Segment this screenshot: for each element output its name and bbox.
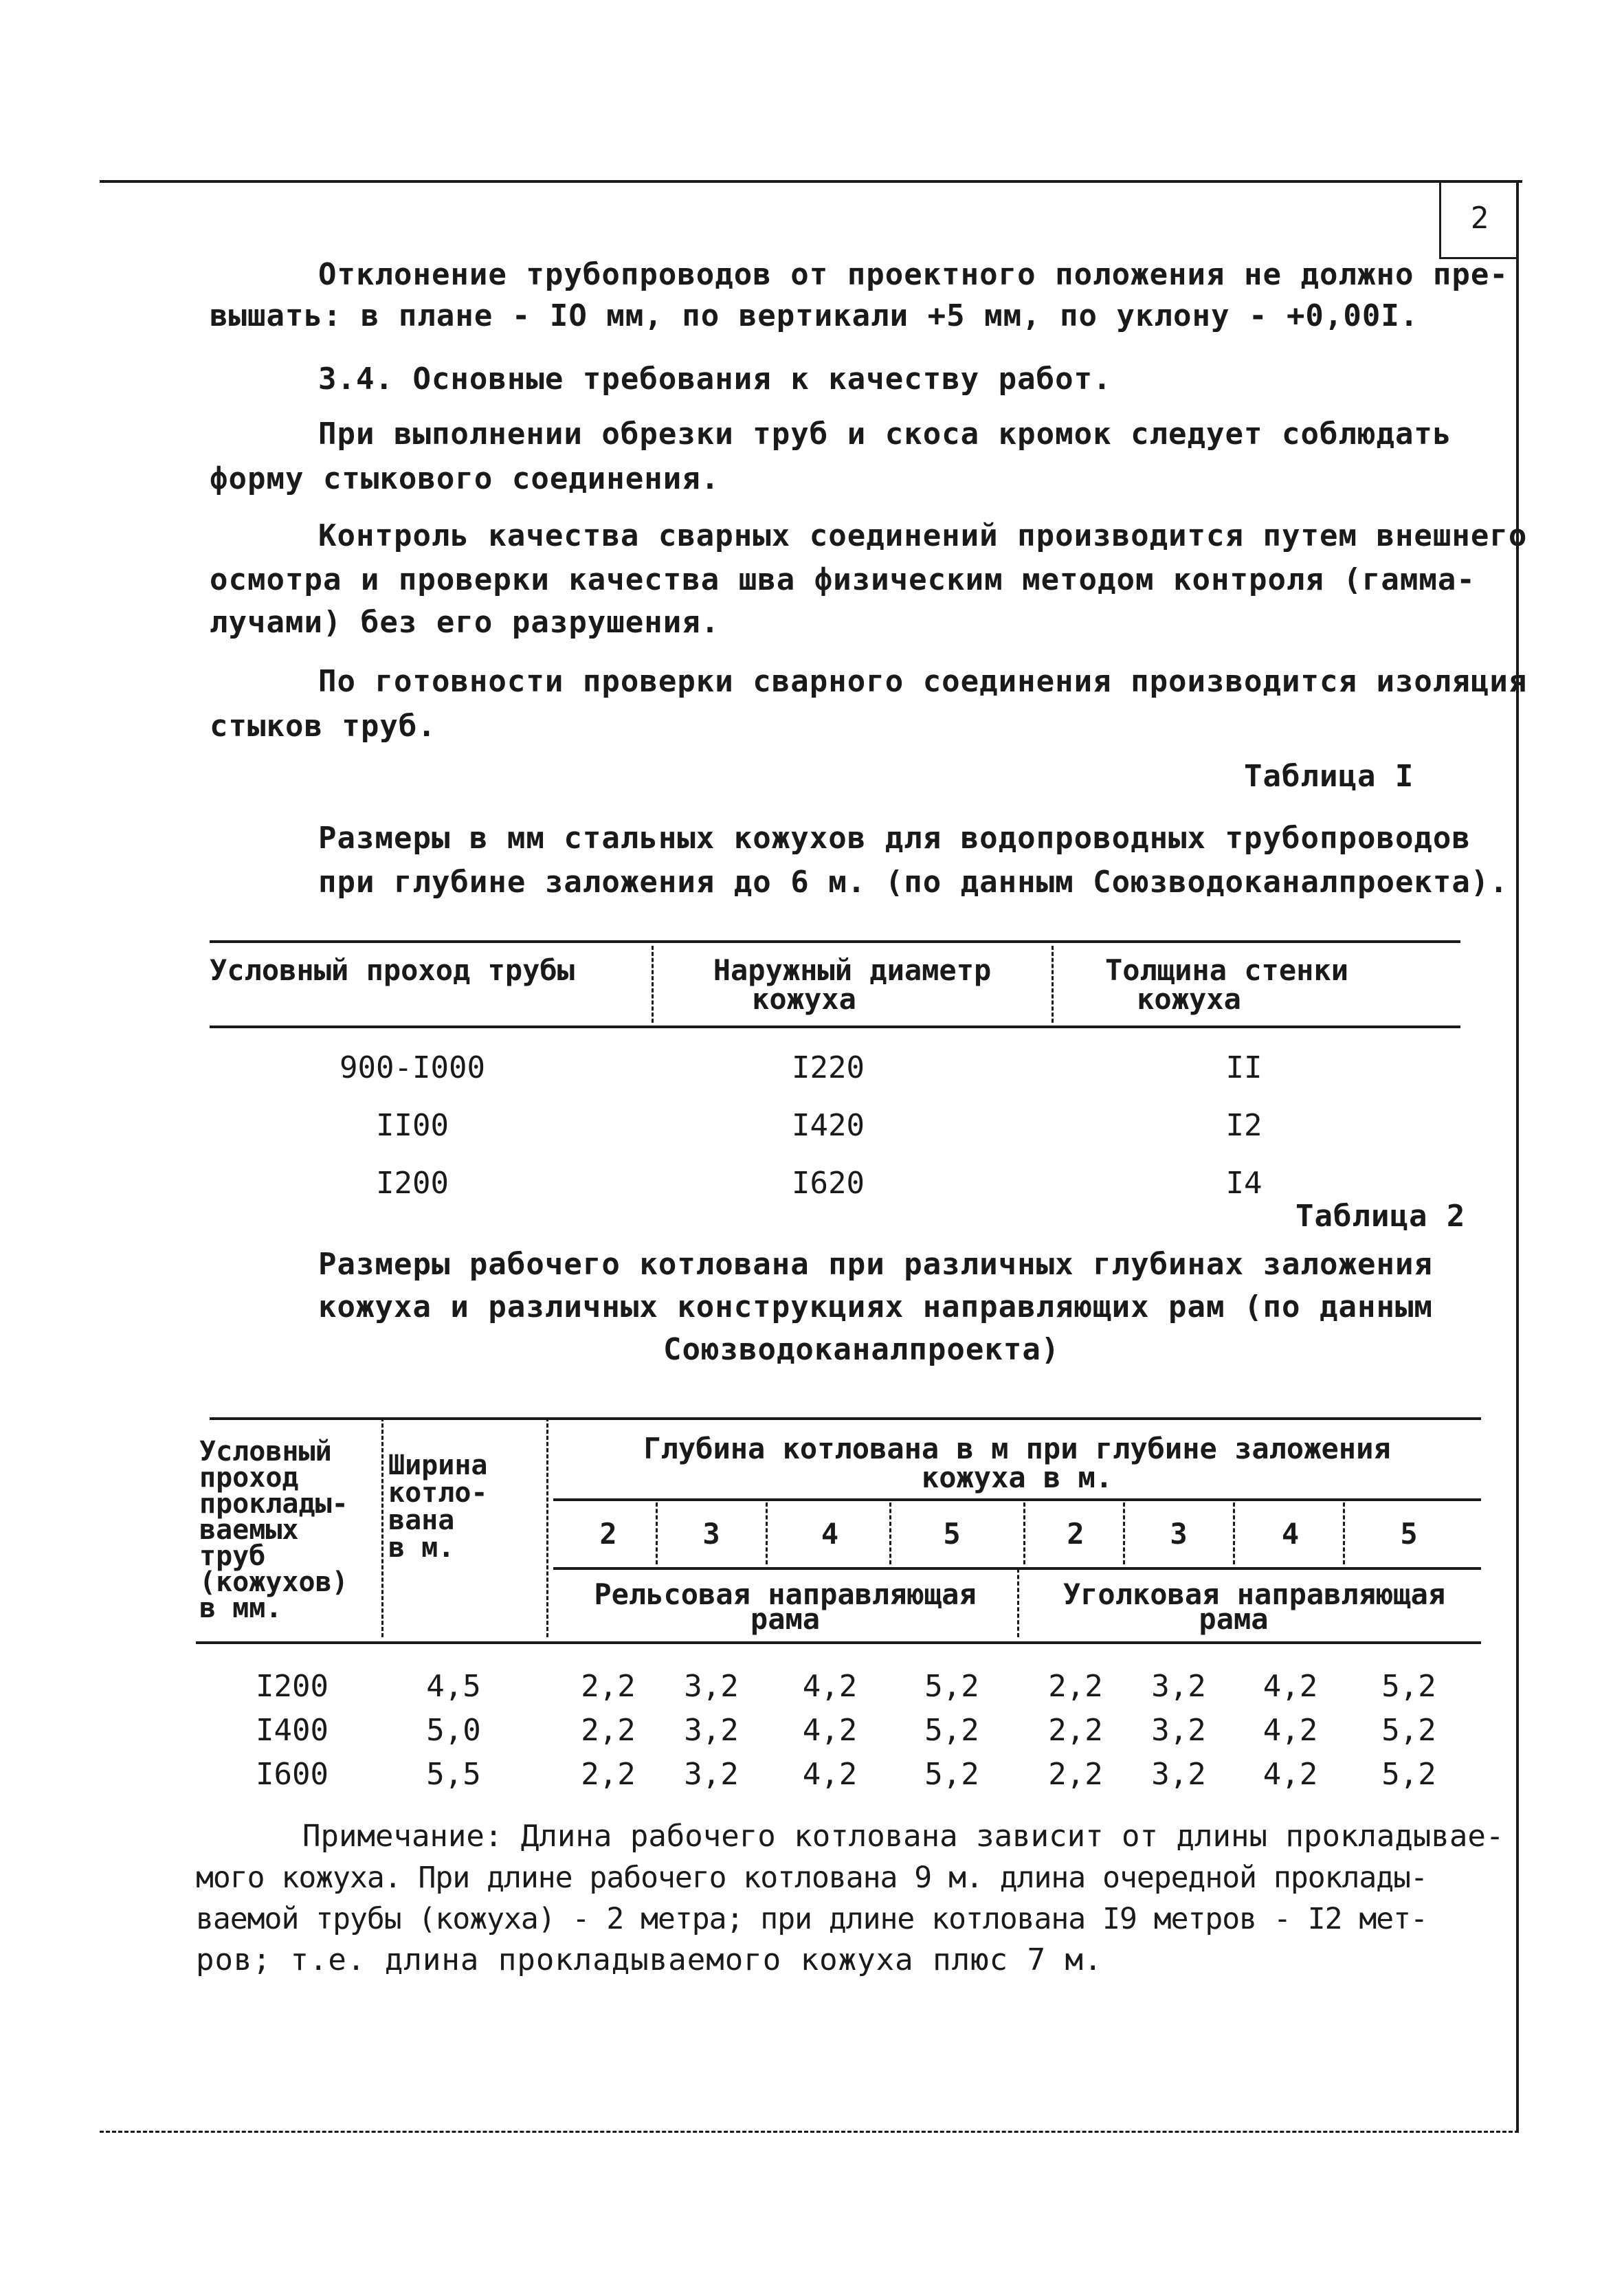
table2-cell: 2,2 xyxy=(581,1669,636,1704)
table2-cell: I400 xyxy=(256,1713,329,1748)
para3-line1: Контроль качества сварных соединений производится путем внешнего xyxy=(318,518,1528,553)
table2-group1-line1: Рельсовая направляющая xyxy=(594,1577,977,1611)
table2-label: Таблица 2 xyxy=(1295,1199,1466,1234)
para2-line1: При выполнении обрезки труб и скоса кромок следует соблюдать xyxy=(318,417,1452,452)
table1-divider-1 xyxy=(652,946,654,1023)
table2-header-col1-line: проклады- xyxy=(199,1488,348,1520)
table2-cell: 4,2 xyxy=(1263,1757,1318,1792)
para3-line2: осмотра и проверки качества шва физическим методом контроля (гамма- xyxy=(210,562,1476,597)
table2-depth-header-line1: Глубина котлована в м при глубине заложения xyxy=(643,1432,1391,1465)
table2-cell: 2,2 xyxy=(581,1713,636,1748)
table2-depth-value: 2 xyxy=(599,1517,617,1551)
table2-cell: 5,2 xyxy=(1381,1713,1436,1748)
table1-row1-col1: 900-I000 xyxy=(340,1050,485,1085)
table2-header-col1-line: в мм. xyxy=(199,1593,282,1624)
table2-header-col1-line: труб xyxy=(199,1540,266,1572)
table2-divider-a xyxy=(381,1417,383,1637)
note-line1: Примечание: Длина рабочего котлована зависит от длины прокладывае- xyxy=(302,1819,1504,1854)
para2-line2: форму стыкового соединения. xyxy=(210,461,720,496)
right-rule xyxy=(1516,180,1519,2132)
para1-line1: Отклонение трубопроводов от проектного положения не должно пре- xyxy=(318,257,1509,292)
table1-header-col1: Условный проход трубы xyxy=(210,953,575,987)
table2-cell: 4,2 xyxy=(1263,1713,1318,1748)
table2-header-col1-line: Условный xyxy=(199,1436,332,1467)
table1-row3-col3: I4 xyxy=(1225,1166,1263,1201)
table1-header-col2-line2: кожуха xyxy=(752,982,856,1016)
page-number: 2 xyxy=(1439,180,1518,259)
table2-header-col2-line: в м. xyxy=(388,1532,455,1564)
table1-row1-col2: I220 xyxy=(792,1050,865,1085)
para1-line2: вышать: в плане - IO мм, по вертикали +5 мм, по уклону - +0,00I. xyxy=(210,298,1419,333)
section-heading: 3.4. Основные требования к качеству работ. xyxy=(318,362,1112,397)
table2-cell: 3,2 xyxy=(1151,1713,1206,1748)
table1-header-col3-line2: кожуха xyxy=(1137,982,1241,1016)
note-line2: мого кожуха. При длине рабочего котлована 9 м. длина очередной проклады- xyxy=(196,1861,1427,1895)
para3-line3: лучами) без его разрушения. xyxy=(210,605,720,640)
table2-cell: 5,2 xyxy=(924,1713,979,1748)
table2-cell: 2,2 xyxy=(1048,1713,1103,1748)
table2-depth-value: 2 xyxy=(1067,1517,1084,1551)
table2-cell: 4,5 xyxy=(426,1669,481,1704)
table2-depth-value: 4 xyxy=(1281,1517,1300,1551)
table2-depth-value: 3 xyxy=(702,1517,720,1551)
table2-depth-divider xyxy=(1123,1503,1125,1564)
table1-caption-line2: при глубине заложения до 6 м. (по данным Союзводоканалпроекта). xyxy=(318,865,1509,900)
table1-header-rule xyxy=(210,1025,1460,1028)
table2-cell: 5,2 xyxy=(1381,1669,1436,1704)
para4-line2: стыков труб. xyxy=(210,709,436,744)
table1-row2-col1: II00 xyxy=(376,1108,449,1143)
table1-label: Таблица I xyxy=(1244,759,1414,794)
table1-header-col2-line1: Наружный диаметр xyxy=(713,953,992,987)
table1-divider-2 xyxy=(1052,946,1054,1023)
table2-cell: 3,2 xyxy=(684,1713,739,1748)
table2-header-col1-line: ваемых xyxy=(199,1514,299,1546)
table2-group1-line2: рама xyxy=(750,1602,821,1636)
table2-group2-line2: рама xyxy=(1199,1602,1269,1636)
table2-depth-value: 4 xyxy=(821,1517,839,1551)
table2-cell: 2,2 xyxy=(581,1757,636,1792)
table1-row1-col3: II xyxy=(1225,1050,1263,1085)
table2-caption-line2: кожуха и различных конструкциях направляющих рам (по данным xyxy=(318,1289,1433,1324)
table2-depth-divider xyxy=(1343,1503,1345,1564)
table2-depth-rule xyxy=(553,1498,1481,1501)
note-line4: ров; т.е. длина прокладываемого кожуха плюс 7 м. xyxy=(196,1942,1103,1977)
table2-depth-value: 5 xyxy=(943,1517,961,1551)
table1-caption-line1: Размеры в мм стальных кожухов для водопроводных трубопроводов xyxy=(318,821,1471,856)
table2-cell: I200 xyxy=(256,1669,329,1704)
table2-cell: 3,2 xyxy=(684,1757,739,1792)
table2-cell: 5,0 xyxy=(426,1713,481,1748)
table2-group-divider xyxy=(1017,1568,1019,1637)
table2-depth-value: 3 xyxy=(1170,1517,1188,1551)
table2-cell: 2,2 xyxy=(1048,1757,1103,1792)
table2-group2-line1: Уголковая направляющая xyxy=(1063,1577,1446,1611)
table2-divider-b xyxy=(546,1417,548,1637)
bottom-rule xyxy=(100,2131,1519,2133)
table1-row3-col1: I200 xyxy=(376,1166,449,1201)
note-line3: ваемой трубы (кожуха) - 2 метра; при длине котлована I9 метров - I2 мет- xyxy=(196,1902,1427,1936)
table2-header-col1-line: проход xyxy=(199,1462,299,1494)
table1-row2-col3: I2 xyxy=(1225,1108,1263,1143)
table1-row3-col2: I620 xyxy=(792,1166,865,1201)
table1-header-col3-line1: Толщина стенки xyxy=(1104,953,1348,987)
table2-cell: 4,2 xyxy=(1263,1669,1318,1704)
table2-cell: 5,5 xyxy=(426,1757,481,1792)
table2-caption-line3: Союзводоканалпроекта) xyxy=(663,1332,1060,1367)
table2-depth-divider xyxy=(656,1503,658,1564)
table2-header-col2-line: вана xyxy=(388,1505,455,1536)
table2-cell: 3,2 xyxy=(1151,1669,1206,1704)
table2-cell: 4,2 xyxy=(802,1669,858,1704)
table2-cell: 5,2 xyxy=(924,1757,979,1792)
table2-depth-value: 5 xyxy=(1400,1517,1418,1551)
table2-header-col2-line: Ширина xyxy=(388,1450,488,1481)
top-rule xyxy=(100,180,1522,183)
table2-cell: 5,2 xyxy=(924,1669,979,1704)
table2-cell: 3,2 xyxy=(1151,1757,1206,1792)
table1-row2-col2: I420 xyxy=(792,1108,865,1143)
table2-cell: 2,2 xyxy=(1048,1669,1103,1704)
table2-cell: 4,2 xyxy=(802,1757,858,1792)
para4-line1: По готовности проверки сварного соединения производится изоляция xyxy=(318,664,1528,699)
table2-cell: 4,2 xyxy=(802,1713,858,1748)
table2-depth-divider xyxy=(1023,1503,1025,1564)
table2-top-rule xyxy=(210,1417,1481,1420)
table2-header-rule xyxy=(196,1641,1481,1644)
table2-depth-header-line2: кожуха в м. xyxy=(921,1461,1113,1494)
table2-depth-divider xyxy=(1233,1503,1235,1564)
table2-cell: I600 xyxy=(256,1757,329,1792)
table2-header-col2-line: котло- xyxy=(388,1477,488,1509)
table2-depth-divider xyxy=(766,1503,768,1564)
table2-cell: 3,2 xyxy=(684,1669,739,1704)
table2-header-col1-line: (кожухов) xyxy=(199,1566,348,1598)
table2-cell: 5,2 xyxy=(1381,1757,1436,1792)
table2-caption-line1: Размеры рабочего котлована при различных глубинах заложения xyxy=(318,1247,1433,1282)
table2-depth-divider xyxy=(889,1503,891,1564)
table1-top-rule xyxy=(210,940,1460,943)
